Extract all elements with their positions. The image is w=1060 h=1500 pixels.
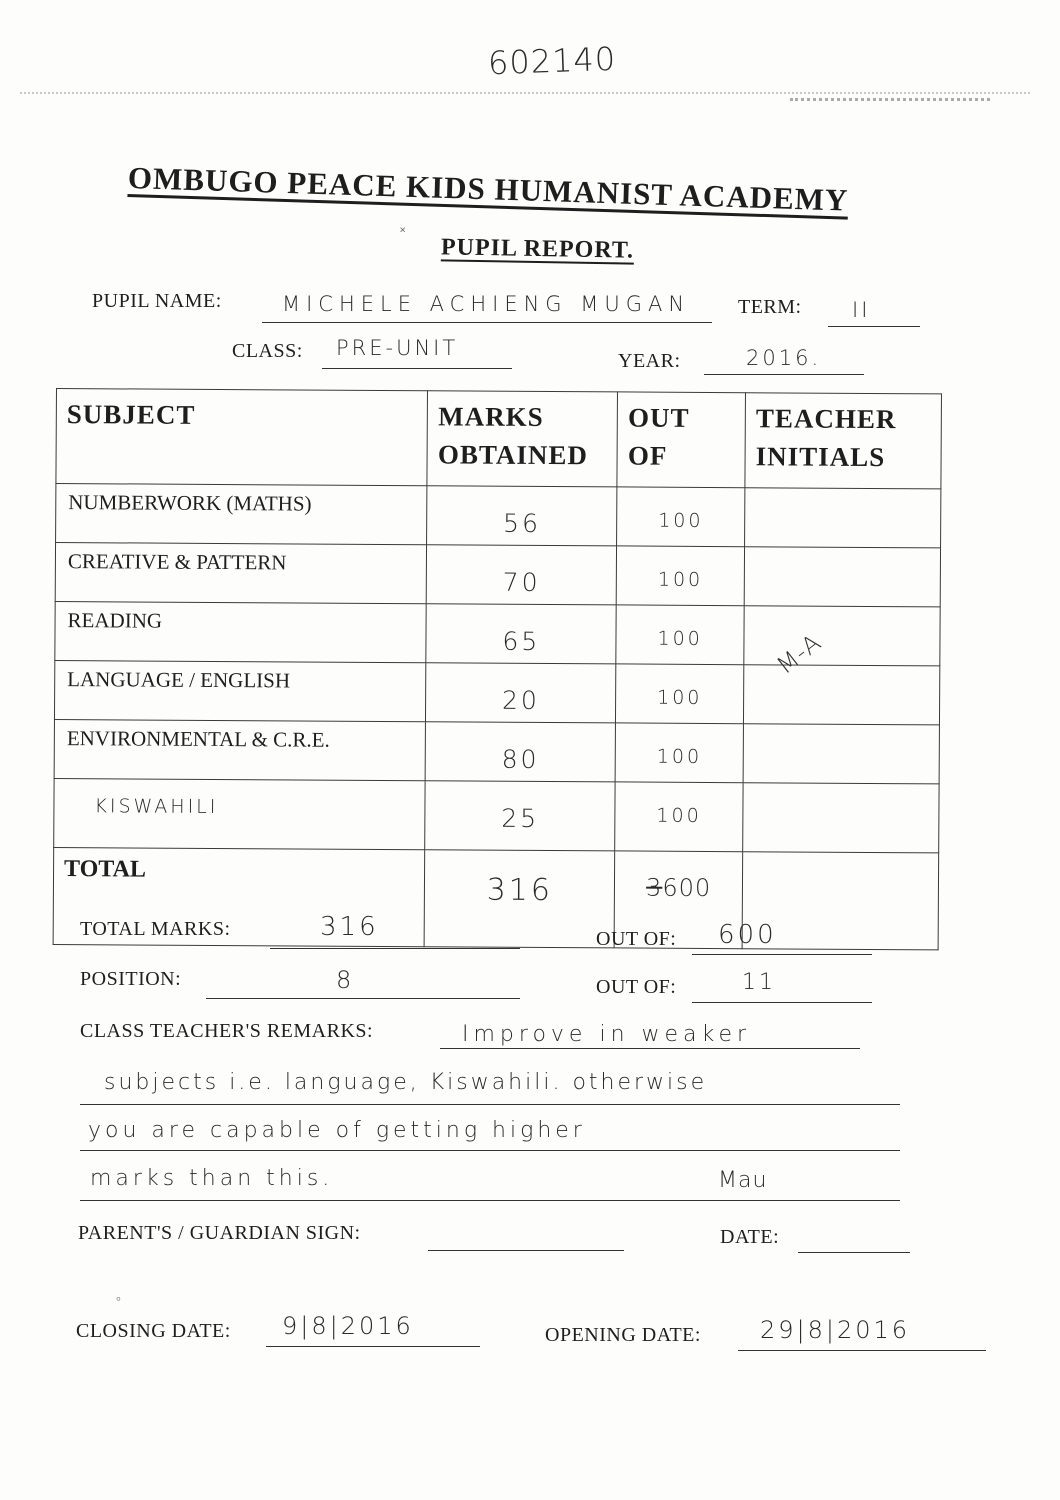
remark-line-1: Improve in weaker: [462, 1022, 752, 1047]
teacher-initials-handwritten: M-A: [771, 628, 827, 680]
total-out-of-value: 600: [662, 873, 712, 903]
remarks-line: [80, 1150, 900, 1151]
out-of-cell: 100: [617, 487, 745, 547]
report-title: PUPIL REPORT.: [440, 234, 635, 264]
pupil-name-label: PUPIL NAME:: [92, 290, 222, 312]
document-id-number: 602140: [487, 39, 617, 83]
scan-artifact-line: [790, 98, 990, 101]
table-row: [54, 778, 939, 852]
subject-cell: READING: [55, 601, 427, 662]
out-of-cell: 100: [616, 664, 744, 724]
table-row: [55, 543, 940, 607]
struck-digit: 3: [646, 873, 663, 902]
marks-cell: 80: [425, 722, 615, 782]
total-out-of-value: 600: [718, 920, 777, 950]
remarks-line: [440, 1048, 860, 1049]
table-header-row: [56, 389, 942, 489]
remark-line-3: you are capable of getting higher: [88, 1118, 586, 1143]
marks-cell: 56: [427, 486, 617, 546]
marks-table: [53, 388, 942, 950]
year-value: 2016.: [746, 346, 822, 370]
scan-artifact-line: [20, 92, 1030, 94]
class-label: CLASS:: [232, 340, 303, 362]
scan-mark: °: [116, 1294, 121, 1308]
pupil-name-value: MICHELE ACHIENG MUGAN: [282, 292, 691, 316]
total-marks-cell: 316: [424, 850, 615, 948]
remarks-line: [80, 1104, 900, 1105]
total-out-of-label: OUT OF:: [596, 928, 677, 950]
opening-date-label: OPENING DATE:: [545, 1324, 701, 1346]
initials-cell: [744, 547, 940, 607]
position-value: 8: [336, 966, 355, 994]
subject-cell: CREATIVE & PATTERN: [55, 543, 427, 604]
out-of-cell: 100: [615, 782, 743, 852]
class-value: PRE-UNIT: [336, 336, 459, 360]
header-marks-obtained: MARKS OBTAINED: [427, 391, 617, 487]
scan-mark: ˟: [400, 226, 406, 241]
table-row: [56, 484, 941, 548]
header-out-of: OUT OF: [617, 392, 745, 488]
term-line: [828, 296, 920, 327]
position-out-of-label: OUT OF:: [596, 976, 677, 998]
initials-cell: [744, 665, 940, 725]
total-marks-value: 316: [320, 912, 379, 942]
subject-cell: LANGUAGE / ENGLISH: [54, 660, 426, 721]
subject-cell: NUMBERWORK (MATHS): [56, 484, 428, 545]
out-of-cell: 100: [616, 546, 744, 606]
subject-cell: KISWAHILI: [54, 778, 426, 849]
parent-sign-label: PARENT'S / GUARDIAN SIGN:: [78, 1222, 361, 1244]
position-out-of-value: 11: [742, 970, 776, 995]
teacher-signature: Mau: [718, 1168, 768, 1193]
header-teacher-initials: TEACHER INITIALS: [745, 393, 941, 489]
remarks-line: [80, 1200, 900, 1201]
total-marks-line: [270, 918, 520, 949]
remark-line-4: marks than this.: [90, 1166, 334, 1191]
marks-cell: 20: [426, 663, 616, 723]
parent-sign-line: [428, 1220, 624, 1251]
table-row: [54, 719, 939, 783]
date-label: DATE:: [720, 1226, 780, 1248]
date-line: [798, 1222, 910, 1253]
remark-line-2: subjects i.e. language, Kiswahili. otherwise: [104, 1070, 708, 1095]
closing-date-value: 9|8|2016: [282, 1312, 414, 1340]
subject-cell: ENVIRONMENTAL & C.R.E.: [54, 719, 426, 780]
initials-cell: [743, 783, 939, 853]
initials-cell: [745, 488, 941, 548]
position-label: POSITION:: [80, 968, 182, 990]
year-label: YEAR:: [618, 350, 681, 372]
header-subject: SUBJECT: [56, 389, 428, 486]
position-line: [206, 968, 520, 999]
table-row: [54, 660, 939, 724]
position-out-of-line: [692, 972, 872, 1003]
remarks-label: CLASS TEACHER'S REMARKS:: [80, 1020, 374, 1042]
marks-cell: 25: [425, 781, 615, 851]
marks-cell: 70: [427, 545, 617, 605]
total-marks-label: TOTAL MARKS:: [80, 918, 231, 940]
term-value: II: [852, 298, 871, 322]
marks-cell: 65: [426, 604, 616, 664]
term-label: TERM:: [738, 296, 802, 318]
out-of-cell: 100: [616, 605, 744, 665]
school-name: OMBUGO PEACE KIDS HUMANIST ACADEMY: [127, 160, 849, 218]
initials-cell: [743, 724, 939, 784]
closing-date-label: CLOSING DATE:: [76, 1320, 231, 1342]
out-of-cell: 100: [615, 723, 743, 783]
total-label: TOTAL: [53, 847, 425, 946]
opening-date-value: 29|8|2016: [760, 1316, 911, 1344]
